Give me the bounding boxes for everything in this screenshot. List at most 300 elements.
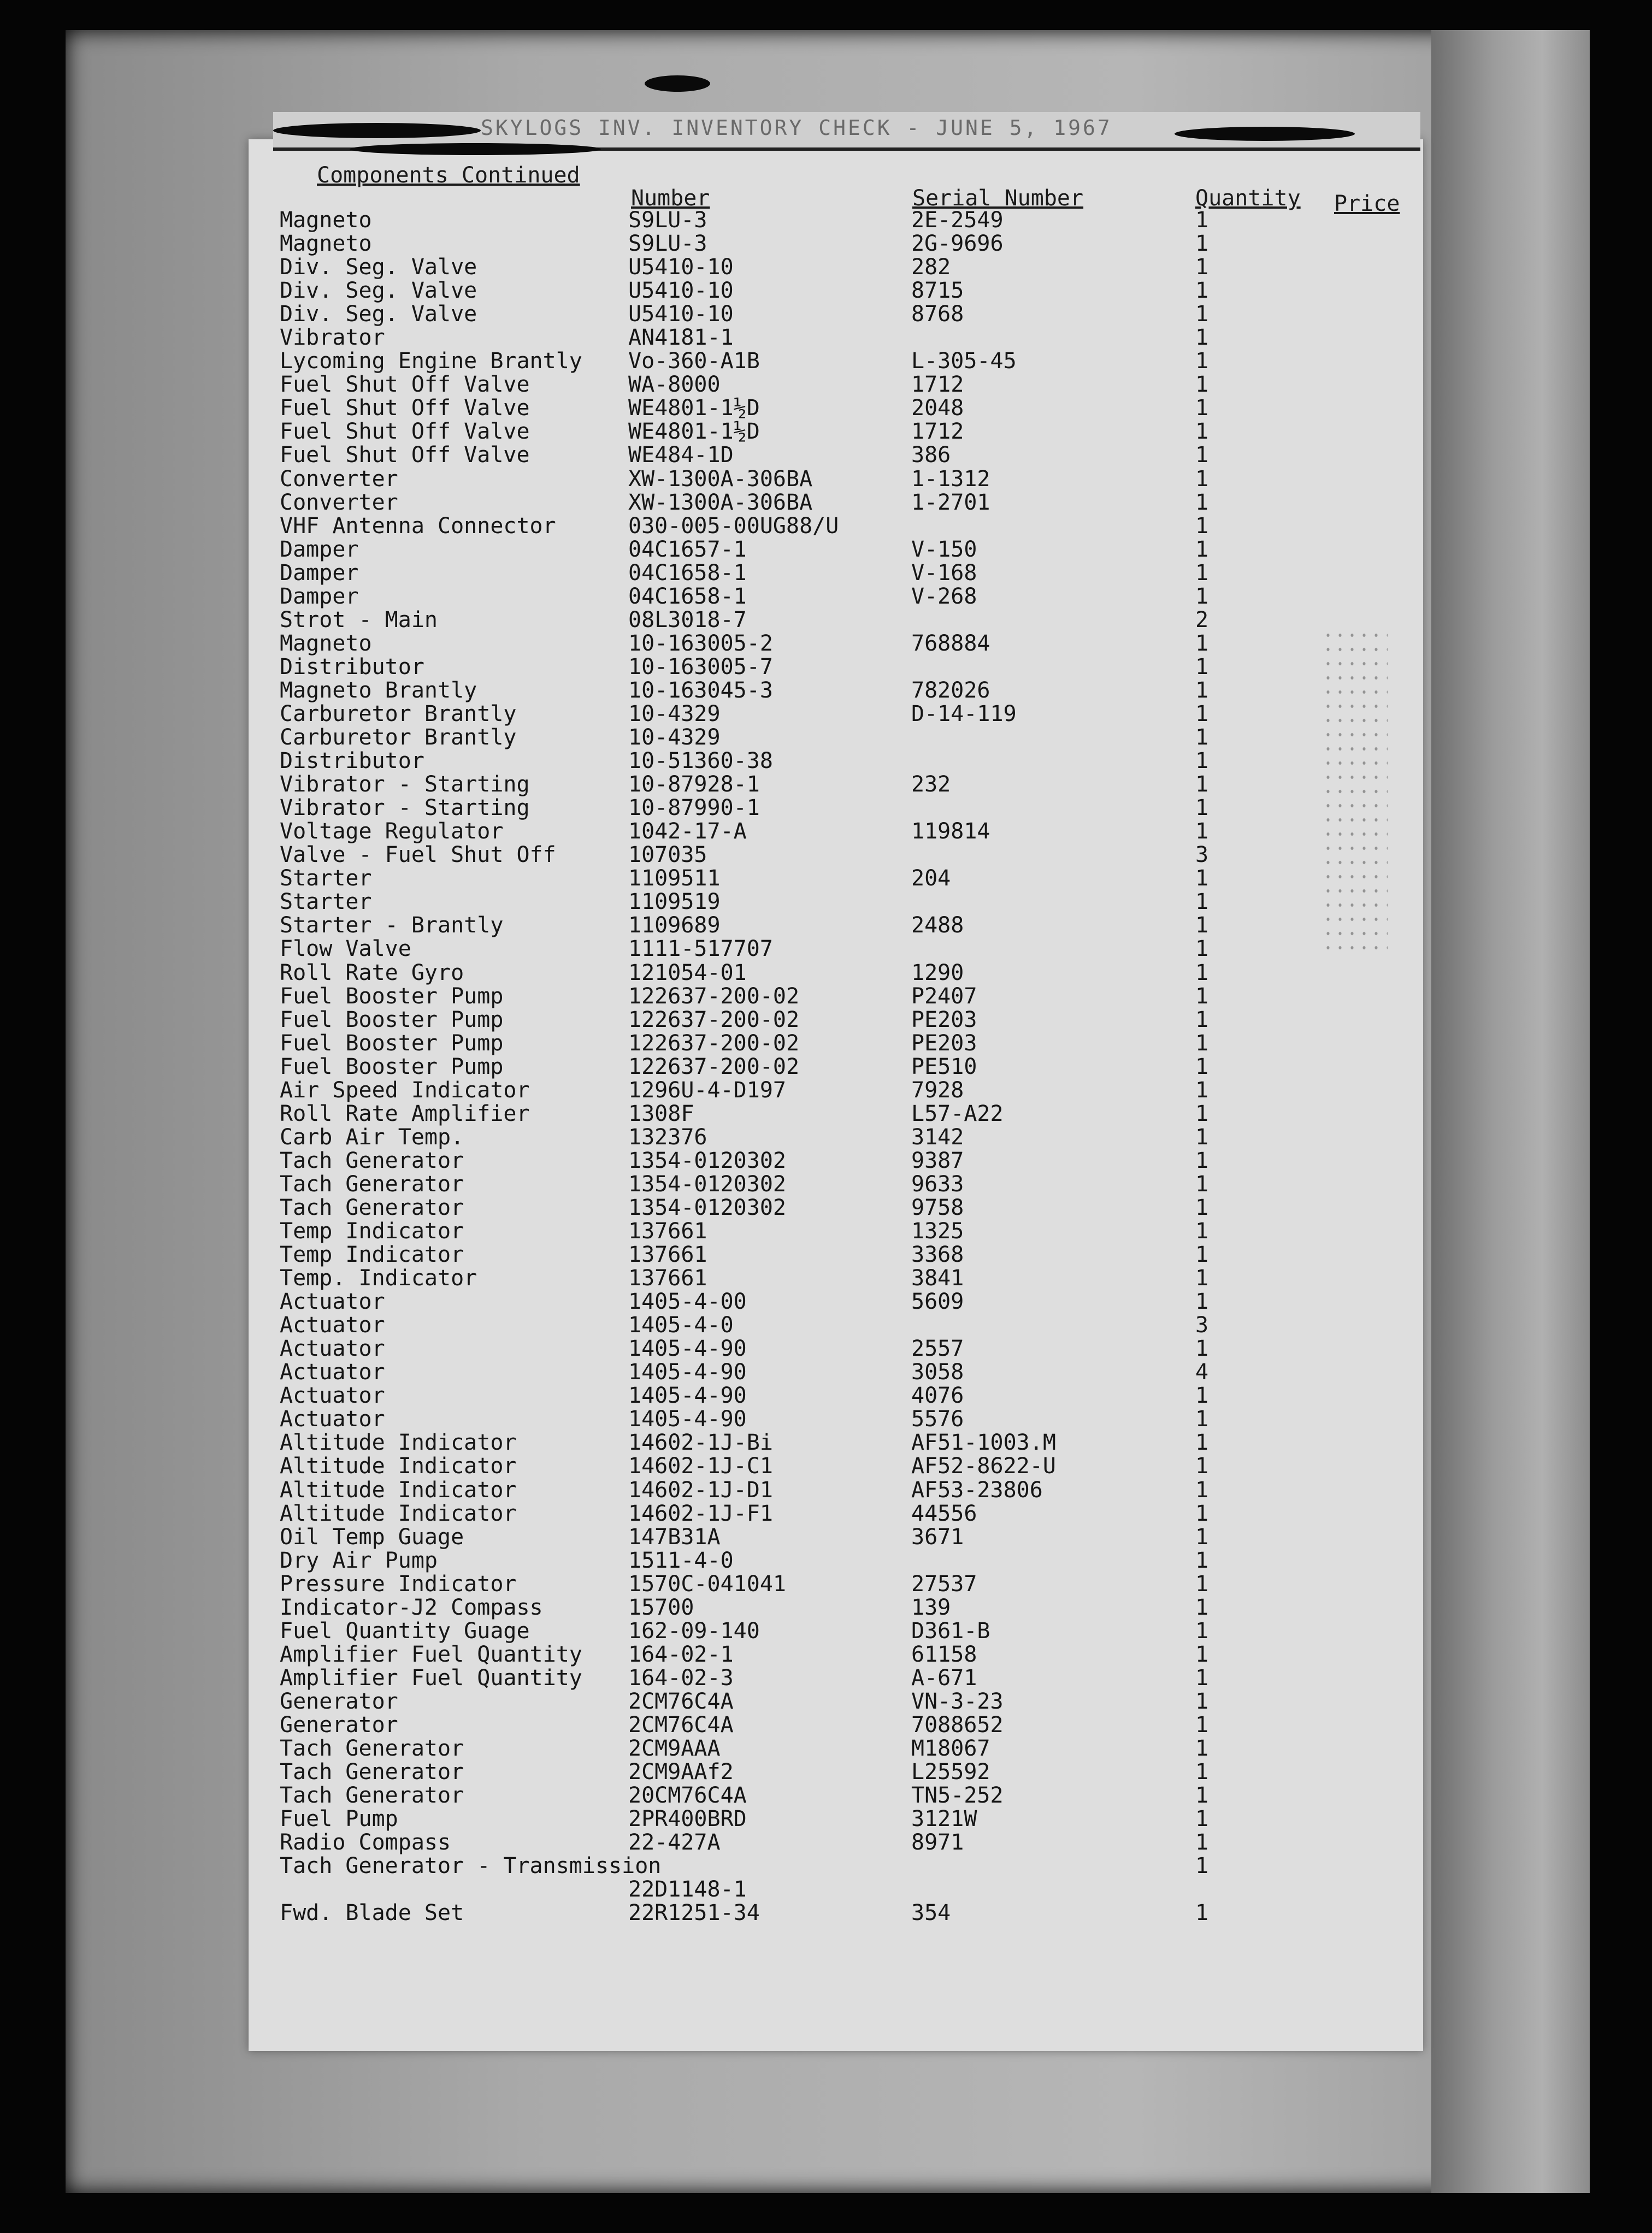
part-number: 10-4329	[628, 701, 721, 726]
quantity: 1	[1195, 489, 1209, 515]
table-row	[0, 1784, 1652, 1807]
table-row	[0, 1243, 1652, 1267]
table-row	[0, 373, 1652, 397]
part-number: S9LU-3	[628, 231, 707, 257]
table-row	[0, 1854, 1652, 1878]
table-row	[0, 1431, 1652, 1455]
part-number: 10-87990-1	[628, 795, 760, 821]
part-number: 122637-200-02	[628, 983, 800, 1009]
serial-number: 44556	[911, 1501, 977, 1526]
part-number: 2CM9AAf2	[628, 1759, 734, 1785]
item-name: Voltage Regulator	[280, 819, 504, 844]
quantity: 1	[1195, 1783, 1209, 1809]
table-row	[0, 1079, 1652, 1102]
serial-number: 2557	[911, 1336, 964, 1362]
part-number: U5410-10	[628, 302, 734, 327]
quantity: 1	[1195, 1571, 1209, 1597]
serial-number: V-168	[911, 560, 977, 586]
item-name: Damper	[280, 536, 359, 562]
quantity: 1	[1195, 630, 1209, 656]
part-number: U5410-10	[628, 255, 734, 280]
item-name: Actuator	[280, 1336, 385, 1362]
serial-number: 232	[911, 772, 951, 798]
part-number: 122637-200-02	[628, 1007, 800, 1032]
quantity: 1	[1195, 795, 1209, 821]
part-number: 1354-0120302	[628, 1195, 786, 1220]
part-number: 1405-4-00	[628, 1289, 747, 1315]
quantity: 1	[1195, 1853, 1209, 1879]
quantity: 1	[1195, 419, 1209, 445]
table-row	[0, 1690, 1652, 1714]
part-number: 14602-1J-C1	[628, 1454, 773, 1479]
table-row	[0, 585, 1652, 609]
item-name: Starter	[280, 866, 372, 891]
quantity: 1	[1195, 395, 1209, 421]
table-row	[0, 303, 1652, 326]
serial-number: V-268	[911, 583, 977, 609]
table-row	[0, 1502, 1652, 1526]
table-row	[0, 1408, 1652, 1431]
item-name: Tach Generator - Transmission	[280, 1853, 662, 1879]
part-number: 2CM9AAA	[628, 1736, 721, 1762]
quantity: 1	[1195, 819, 1209, 844]
table-row	[0, 914, 1652, 937]
quantity: 1	[1195, 1171, 1209, 1197]
serial-number: D-14-119	[911, 701, 1017, 726]
serial-number: 2048	[911, 395, 964, 421]
item-name: Fuel Booster Pump	[280, 983, 504, 1009]
serial-number: 119814	[911, 819, 990, 844]
quantity: 1	[1195, 889, 1209, 915]
item-name: Starter	[280, 889, 372, 915]
part-number: 14602-1J-D1	[628, 1477, 773, 1503]
part-number: 137661	[628, 1219, 707, 1244]
serial-number: 3841	[911, 1266, 964, 1291]
serial-number: AF53-23806	[911, 1477, 1043, 1503]
quantity: 1	[1195, 1242, 1209, 1268]
item-name: Div. Seg. Valve	[280, 302, 477, 327]
part-number: 122637-200-02	[628, 1054, 800, 1079]
item-name: VHF Antenna Connector	[280, 513, 556, 539]
part-number: 04C1657-1	[628, 536, 747, 562]
part-number: 1405-4-90	[628, 1383, 747, 1409]
item-name: Lycoming Engine Brantly	[280, 348, 582, 374]
table-row	[0, 1573, 1652, 1596]
serial-number: PE510	[911, 1054, 977, 1079]
table-row	[0, 632, 1652, 655]
table-row	[0, 726, 1652, 749]
quantity: 1	[1195, 1430, 1209, 1456]
table-row	[0, 1173, 1652, 1196]
item-name: Tach Generator	[280, 1736, 464, 1762]
table-row	[0, 820, 1652, 843]
item-name: Actuator	[280, 1407, 385, 1432]
serial-number: 3368	[911, 1242, 964, 1268]
part-number: 1354-0120302	[628, 1171, 786, 1197]
item-name: Tach Generator	[280, 1148, 464, 1173]
item-name: Carburetor Brantly	[280, 701, 517, 726]
part-number: 2CM76C4A	[628, 1688, 734, 1714]
serial-number: 2G-9696	[911, 231, 1004, 257]
table-row	[0, 1455, 1652, 1478]
item-name: Valve - Fuel Shut Off	[280, 842, 556, 868]
quantity: 1	[1195, 1030, 1209, 1056]
table-row	[0, 773, 1652, 796]
serial-number: L25592	[911, 1759, 990, 1785]
item-name: Converter	[280, 489, 398, 515]
serial-number: 3142	[911, 1124, 964, 1150]
table-row	[0, 209, 1652, 232]
table-row	[0, 609, 1652, 632]
item-name: Fuel Quantity Guage	[280, 1618, 530, 1644]
item-name: Magneto	[280, 208, 372, 233]
part-number: 132376	[628, 1124, 707, 1150]
part-number: 1296U-4-D197	[628, 1077, 786, 1103]
item-name: Tach Generator	[280, 1783, 464, 1809]
table-row	[0, 1102, 1652, 1126]
serial-number: PE203	[911, 1030, 977, 1056]
serial-number: 782026	[911, 677, 990, 703]
part-number: 1405-4-0	[628, 1313, 734, 1338]
part-number: XW-1300A-306BA	[628, 489, 813, 515]
table-row	[0, 1149, 1652, 1173]
item-name: Fuel Shut Off Valve	[280, 442, 530, 468]
serial-number: 4076	[911, 1383, 964, 1409]
item-name: Vibrator - Starting	[280, 772, 530, 798]
table-row	[0, 1196, 1652, 1220]
item-name: Roll Rate Amplifier	[280, 1101, 530, 1126]
ink-smudge	[273, 123, 481, 138]
table-row	[0, 1807, 1652, 1831]
part-number: 08L3018-7	[628, 607, 747, 633]
table-row	[0, 796, 1652, 820]
quantity: 1	[1195, 1266, 1209, 1291]
part-number: WE4801-1½D	[628, 395, 760, 421]
item-name: Altitude Indicator	[280, 1501, 517, 1526]
serial-number: 1-2701	[911, 489, 990, 515]
table-row	[0, 1737, 1652, 1761]
table-row	[0, 1479, 1652, 1502]
item-name: Fuel Shut Off Valve	[280, 372, 530, 398]
table-row	[0, 1643, 1652, 1667]
table-row	[0, 562, 1652, 585]
table-row	[0, 961, 1652, 985]
table-row	[0, 749, 1652, 773]
column-header-serial: Serial Number	[912, 186, 1084, 211]
table-row	[0, 1831, 1652, 1854]
part-number: Vo-360-A1B	[628, 348, 760, 374]
ink-smudge	[350, 143, 601, 155]
quantity: 1	[1195, 278, 1209, 304]
serial-number: 2488	[911, 913, 964, 938]
quantity: 1	[1195, 748, 1209, 774]
item-name: Carb Air Temp.	[280, 1124, 464, 1150]
part-number: 04C1658-1	[628, 560, 747, 586]
part-number: 1109511	[628, 866, 721, 891]
part-number: 164-02-3	[628, 1665, 734, 1691]
quantity: 1	[1195, 936, 1209, 962]
item-name: Amplifier Fuel Quantity	[280, 1641, 582, 1667]
table-row	[0, 702, 1652, 726]
part-number: 04C1658-1	[628, 583, 747, 609]
part-number: 14602-1J-Bi	[628, 1430, 773, 1456]
table-row	[0, 679, 1652, 702]
quantity: 1	[1195, 231, 1209, 257]
table-row	[0, 1337, 1652, 1361]
part-number: 1111-517707	[628, 936, 773, 962]
serial-number: 3058	[911, 1360, 964, 1385]
item-name: Tach Generator	[280, 1759, 464, 1785]
part-number: 1109519	[628, 889, 721, 915]
serial-number: TN5-252	[911, 1783, 1004, 1809]
item-name: Distributor	[280, 748, 424, 774]
item-name: Generator	[280, 1688, 398, 1714]
quantity: 2	[1195, 607, 1209, 633]
quantity: 1	[1195, 1336, 1209, 1362]
quantity: 1	[1195, 1101, 1209, 1126]
serial-number: L57-A22	[911, 1101, 1004, 1126]
part-number: 1511-4-0	[628, 1547, 734, 1573]
item-name: Oil Temp Guage	[280, 1524, 464, 1550]
serial-number: 61158	[911, 1641, 977, 1667]
item-name: Fuel Pump	[280, 1806, 398, 1832]
table-row	[0, 655, 1652, 679]
quantity: 1	[1195, 1454, 1209, 1479]
table-row	[0, 1526, 1652, 1549]
part-number: 107035	[628, 842, 707, 868]
part-number: 1109689	[628, 913, 721, 938]
column-header-price: Price	[1334, 191, 1400, 216]
item-name: Generator	[280, 1712, 398, 1738]
table-row	[0, 256, 1652, 279]
part-number: 10-87928-1	[628, 772, 760, 798]
item-name: Damper	[280, 583, 359, 609]
item-name: Fuel Booster Pump	[280, 1030, 504, 1056]
serial-number: V-150	[911, 536, 977, 562]
quantity: 1	[1195, 1712, 1209, 1738]
column-header-number: Number	[631, 186, 710, 211]
quantity: 1	[1195, 1759, 1209, 1785]
serial-number: 1712	[911, 419, 964, 445]
part-number: 15700	[628, 1594, 694, 1620]
quantity: 1	[1195, 1077, 1209, 1103]
quantity: 3	[1195, 1313, 1209, 1338]
quantity: 1	[1195, 1900, 1209, 1926]
part-number: 2CM76C4A	[628, 1712, 734, 1738]
quantity: 1	[1195, 1383, 1209, 1409]
part-number: 1405-4-90	[628, 1407, 747, 1432]
part-number: 10-51360-38	[628, 748, 773, 774]
quantity: 1	[1195, 983, 1209, 1009]
quantity: 1	[1195, 1124, 1209, 1150]
quantity: 1	[1195, 866, 1209, 891]
part-number: 10-163005-2	[628, 630, 773, 656]
serial-number: 3121W	[911, 1806, 977, 1832]
item-name: Air Speed Indicator	[280, 1077, 530, 1103]
part-number: 20CM76C4A	[628, 1783, 747, 1809]
serial-number: 5609	[911, 1289, 964, 1315]
document-title-strip: SKYLOGS INV. INVENTORY CHECK - JUNE 5, 1967	[481, 116, 1112, 140]
part-number: 1405-4-90	[628, 1336, 747, 1362]
quantity: 1	[1195, 583, 1209, 609]
quantity: 1	[1195, 1407, 1209, 1432]
item-name: Actuator	[280, 1360, 385, 1385]
quantity: 1	[1195, 725, 1209, 751]
part-number: 147B31A	[628, 1524, 721, 1550]
serial-number: 27537	[911, 1571, 977, 1597]
item-name: Altitude Indicator	[280, 1454, 517, 1479]
quantity: 1	[1195, 1054, 1209, 1079]
item-name: Fuel Shut Off Valve	[280, 395, 530, 421]
item-name: Pressure Indicator	[280, 1571, 517, 1597]
table-row	[0, 985, 1652, 1008]
section-heading: Components Continued	[317, 163, 580, 188]
table-row	[0, 1714, 1652, 1737]
quantity: 1	[1195, 466, 1209, 492]
part-number: 121054-01	[628, 960, 747, 985]
serial-number: 9387	[911, 1148, 964, 1173]
part-number: 164-02-1	[628, 1641, 734, 1667]
serial-number: 386	[911, 442, 951, 468]
quantity: 1	[1195, 1289, 1209, 1315]
serial-number: 139	[911, 1594, 951, 1620]
quantity: 1	[1195, 1547, 1209, 1573]
serial-number: 9633	[911, 1171, 964, 1197]
item-name: Tach Generator	[280, 1171, 464, 1197]
table-row	[0, 232, 1652, 256]
quantity: 1	[1195, 1806, 1209, 1832]
quantity: 1	[1195, 913, 1209, 938]
quantity: 1	[1195, 1830, 1209, 1856]
quantity: 3	[1195, 842, 1209, 868]
serial-number: 204	[911, 866, 951, 891]
quantity: 1	[1195, 1524, 1209, 1550]
item-name: Converter	[280, 466, 398, 492]
table-row	[0, 491, 1652, 515]
part-number: 14602-1J-F1	[628, 1501, 773, 1526]
quantity: 1	[1195, 302, 1209, 327]
table-row	[0, 1667, 1652, 1690]
table-row	[0, 515, 1652, 538]
quantity: 1	[1195, 772, 1209, 798]
part-number: 1308F	[628, 1101, 694, 1126]
quantity: 1	[1195, 1007, 1209, 1032]
serial-number: A-671	[911, 1665, 977, 1691]
quantity: 1	[1195, 1688, 1209, 1714]
table-row	[0, 1901, 1652, 1925]
quantity: 1	[1195, 1195, 1209, 1220]
part-number: U5410-10	[628, 278, 734, 304]
serial-number: AF52-8622-U	[911, 1454, 1056, 1479]
serial-number: 768884	[911, 630, 990, 656]
part-number: 22D1148-1	[628, 1877, 747, 1903]
table-row	[0, 1267, 1652, 1290]
item-name: Carburetor Brantly	[280, 725, 517, 751]
serial-number: VN-3-23	[911, 1688, 1004, 1714]
item-name: Amplifier Fuel Quantity	[280, 1665, 582, 1691]
table-row	[0, 468, 1652, 491]
table-row	[0, 397, 1652, 420]
item-name: Fwd. Blade Set	[280, 1900, 464, 1926]
serial-number: 9758	[911, 1195, 964, 1220]
table-row	[0, 1761, 1652, 1784]
table-row	[0, 1126, 1652, 1149]
quantity: 1	[1195, 1148, 1209, 1173]
table-row	[0, 1032, 1652, 1055]
serial-number: 7928	[911, 1077, 964, 1103]
part-number: 137661	[628, 1242, 707, 1268]
quantity: 1	[1195, 1501, 1209, 1526]
part-number: 122637-200-02	[628, 1030, 800, 1056]
part-number: 1042-17-A	[628, 819, 747, 844]
serial-number: L-305-45	[911, 348, 1017, 374]
part-number: XW-1300A-306BA	[628, 466, 813, 492]
item-name: Actuator	[280, 1383, 385, 1409]
part-number: 030-005-00UG88/U	[628, 513, 839, 539]
serial-number: 2E-2549	[911, 208, 1004, 233]
table-row	[0, 350, 1652, 373]
quantity: 1	[1195, 513, 1209, 539]
table-row	[0, 420, 1652, 444]
quantity: 1	[1195, 442, 1209, 468]
serial-number: 282	[911, 255, 951, 280]
part-number: 162-09-140	[628, 1618, 760, 1644]
quantity: 1	[1195, 1477, 1209, 1503]
item-name: Actuator	[280, 1313, 385, 1338]
part-number: 1405-4-90	[628, 1360, 747, 1385]
table-row	[0, 937, 1652, 961]
part-number: 2PR400BRD	[628, 1806, 747, 1832]
part-number: S9LU-3	[628, 208, 707, 233]
item-name: Altitude Indicator	[280, 1430, 517, 1456]
serial-number: 1-1312	[911, 466, 990, 492]
quantity: 1	[1195, 701, 1209, 726]
serial-number: 1325	[911, 1219, 964, 1244]
quantity: 1	[1195, 1594, 1209, 1620]
part-number: 22-427A	[628, 1830, 721, 1856]
table-row	[0, 1314, 1652, 1337]
table-row	[0, 1384, 1652, 1408]
item-name: Fuel Shut Off Valve	[280, 419, 530, 445]
serial-number: 1290	[911, 960, 964, 985]
table-row	[0, 1055, 1652, 1079]
serial-number: D361-B	[911, 1618, 990, 1644]
item-name: Dry Air Pump	[280, 1547, 438, 1573]
quantity: 1	[1195, 536, 1209, 562]
table-row	[0, 867, 1652, 890]
item-name: Starter - Brantly	[280, 913, 504, 938]
table-row	[0, 538, 1652, 562]
item-name: Strot - Main	[280, 607, 438, 633]
quantity: 1	[1195, 560, 1209, 586]
table-row	[0, 843, 1652, 867]
quantity: 1	[1195, 255, 1209, 280]
item-name: Temp. Indicator	[280, 1266, 477, 1291]
table-row	[0, 326, 1652, 350]
serial-number: P2407	[911, 983, 977, 1009]
column-header-quantity: Quantity	[1195, 186, 1301, 211]
quantity: 1	[1195, 1641, 1209, 1667]
table-row	[0, 1620, 1652, 1643]
table-row	[0, 1008, 1652, 1032]
item-name: Altitude Indicator	[280, 1477, 517, 1503]
item-name: Div. Seg. Valve	[280, 278, 477, 304]
quantity: 1	[1195, 1736, 1209, 1762]
quantity: 1	[1195, 1618, 1209, 1644]
quantity: 1	[1195, 372, 1209, 398]
item-name: Fuel Booster Pump	[280, 1054, 504, 1079]
ink-smudge	[645, 75, 710, 92]
